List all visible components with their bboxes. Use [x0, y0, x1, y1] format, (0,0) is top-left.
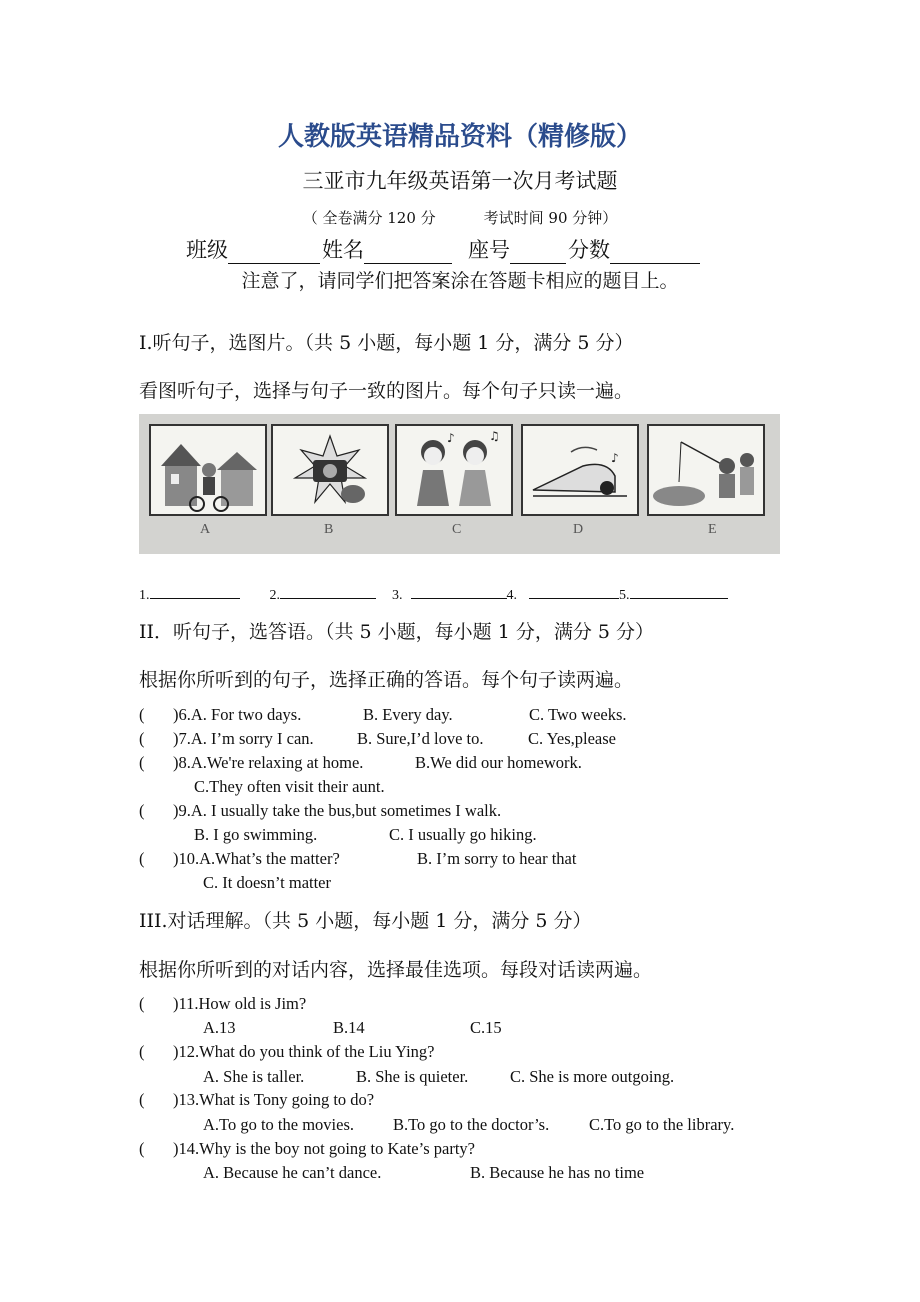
question-11	[139, 994, 306, 1014]
section3-instruction: 根据你所听到的对话内容，选择最佳选项。每段对话读两遍。	[139, 959, 653, 981]
picture-e	[647, 424, 765, 516]
section3-heading: III.对话理解。（共 5 小题，每小题 1 分，满分 5 分）	[139, 910, 592, 932]
section1-instruction: 看图听句子，选择与句子一致的图片。每个句子只读一遍。	[139, 380, 634, 402]
question-9-option-b: B. I go swimming.	[194, 825, 318, 844]
picture-d	[521, 424, 639, 516]
class-blank[interactable]	[228, 241, 320, 264]
question-9	[139, 801, 501, 821]
question-9-option-c: C. I usually go hiking.	[389, 825, 537, 844]
question-10-option-b: B. I’m sorry to hear that	[417, 849, 577, 868]
question-6-option-b: B. Every day.	[363, 705, 453, 724]
question-10-option-a: )10.A.What’s the matter?	[173, 849, 340, 868]
svg-text:♪: ♪	[447, 431, 455, 445]
question-6-option-a: )6.A. For two days.	[173, 705, 302, 724]
question-10-option-c: C. It doesn’t matter	[203, 873, 332, 892]
answer-paren[interactable]: (	[139, 1090, 145, 1109]
score-info: （ 全卷满分 120 分	[302, 209, 436, 227]
question-11-option-c: C.15	[470, 1018, 502, 1037]
score-label: 分数	[568, 238, 610, 262]
picture-label-e: E	[708, 522, 717, 537]
answer-blank-3[interactable]	[411, 584, 507, 599]
score-blank[interactable]	[610, 241, 700, 264]
question-8-option-b: B.We did our homework.	[415, 753, 582, 772]
question-14-option-b: B. Because he has no time	[470, 1163, 645, 1182]
question-13-stem: )13.What is Tony going to do?	[173, 1090, 375, 1109]
exam-title: 三亚市九年级英语第一次月考试题	[302, 169, 618, 193]
question-8-option-c: C.They often visit their aunt.	[194, 777, 385, 796]
picture-label-d: D	[573, 522, 584, 537]
answer-blank-5[interactable]	[630, 584, 728, 599]
question-7-option-c: C. Yes,please	[528, 729, 617, 748]
student-info-line	[186, 234, 702, 264]
question-7-option-b: B. Sure,I’d love to.	[357, 729, 484, 748]
question-13	[139, 1090, 374, 1110]
answer-number: 5.	[619, 588, 630, 603]
answer-number: 1.	[139, 588, 150, 603]
question-12-option-b: B. She is quieter.	[356, 1067, 469, 1086]
question-6-option-c: C. Two weeks.	[529, 705, 627, 724]
name-blank[interactable]	[364, 241, 452, 264]
question-14-option-a: A. Because he can’t dance.	[203, 1163, 382, 1182]
question-7	[139, 729, 616, 749]
answer-paren[interactable]: (	[139, 1042, 145, 1061]
answer-paren[interactable]: (	[139, 994, 145, 1013]
section1-heading: I.听句子，选图片。（共 5 小题，每小题 1 分，满分 5 分）	[139, 332, 634, 354]
answer-blank-4[interactable]	[529, 584, 619, 599]
question-12-option-c: C. She is more outgoing.	[510, 1067, 675, 1086]
question-13-option-a: A.To go to the movies.	[203, 1115, 354, 1134]
picture-strip	[139, 414, 780, 554]
question-13-option-c: C.To go to the library.	[589, 1115, 735, 1134]
question-12	[139, 1042, 435, 1062]
picture-label-b: B	[324, 522, 334, 537]
answer-paren[interactable]: (	[139, 1139, 145, 1158]
question-11-stem: )11.How old is Jim?	[173, 994, 307, 1013]
answer-number: 3.	[392, 588, 403, 603]
question-8	[139, 753, 582, 773]
question-11-option-a: A.13	[203, 1018, 236, 1037]
picture-c	[395, 424, 513, 516]
picture-label-c: C	[452, 522, 462, 537]
question-14-options	[203, 1163, 644, 1183]
answer-number: 2.	[269, 588, 280, 603]
question-14-stem: )14.Why is the boy not going to Kate’s party?	[173, 1139, 475, 1158]
answer-blank-2[interactable]	[280, 584, 376, 599]
answer-blanks	[139, 584, 728, 604]
seat-label: 座号	[468, 238, 510, 262]
question-12-option-a: A. She is taller.	[203, 1067, 305, 1086]
svg-text:♪: ♪	[611, 451, 619, 465]
picture-b	[271, 424, 389, 516]
section2-instruction: 根据你所听到的句子，选择正确的答语。每个句子读两遍。	[139, 669, 634, 691]
answer-blank-1[interactable]	[150, 584, 240, 599]
answer-paren[interactable]: (	[139, 729, 145, 748]
question-10	[139, 849, 576, 869]
svg-text:♫: ♫	[489, 429, 500, 443]
time-info: 考试时间 90 分钟）	[483, 209, 618, 227]
question-13-options	[203, 1115, 734, 1135]
answer-paren[interactable]: (	[139, 801, 145, 820]
question-8-option-a: )8.A.We're relaxing at home.	[173, 753, 364, 772]
section2-heading: II．听句子，选答语。（共 5 小题，每小题 1 分，满分 5 分）	[139, 621, 655, 643]
question-11-options	[203, 1018, 502, 1038]
question-7-option-a: )7.A. I’m sorry I can.	[173, 729, 314, 748]
answer-number: 4.	[506, 588, 517, 603]
exam-subtitle	[0, 207, 920, 228]
seat-blank[interactable]	[510, 241, 566, 264]
answer-paren[interactable]: (	[139, 849, 145, 868]
name-label: 姓名	[322, 238, 364, 262]
question-9-options-bc	[194, 825, 537, 845]
notice-text: 注意了，请同学们把答案涂在答题卡相应的题目上。	[241, 270, 679, 292]
question-6	[139, 705, 627, 725]
question-11-option-b: B.14	[333, 1018, 365, 1037]
picture-a	[149, 424, 267, 516]
question-14	[139, 1139, 475, 1159]
brand-title: 人教版英语精品资料（精修版）	[277, 122, 642, 152]
question-12-options	[203, 1067, 674, 1087]
question-9-option-a: )9.A. I usually take the bus,but sometimes I walk.	[173, 801, 502, 820]
answer-paren[interactable]: (	[139, 753, 145, 772]
question-12-stem: )12.What do you think of the Liu Ying?	[173, 1042, 435, 1061]
answer-paren[interactable]: (	[139, 705, 145, 724]
picture-label-a: A	[200, 522, 211, 537]
question-13-option-b: B.To go to the doctor’s.	[393, 1115, 550, 1134]
class-label: 班级	[186, 238, 228, 262]
